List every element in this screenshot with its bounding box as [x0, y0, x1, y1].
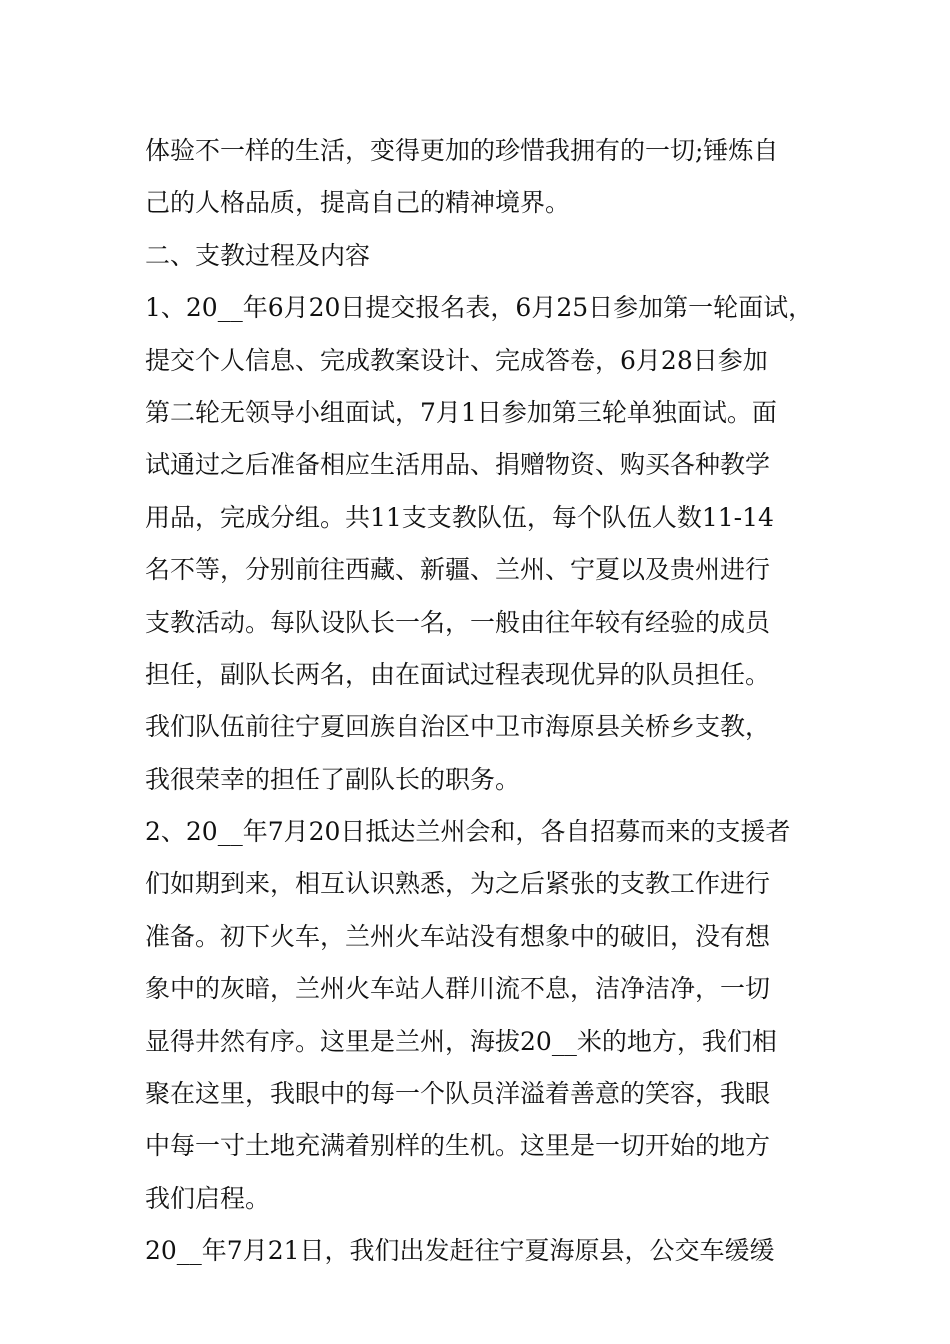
- text-line: 1、20__年6月20日提交报名表，6月25日参加第一轮面试，: [145, 293, 814, 323]
- text-line: 用品，完成分组。共11支支教队伍，每个队伍人数11-14: [145, 502, 774, 532]
- text-line: 中每一寸土地充满着别样的生机。这里是一切开始的地方: [145, 1131, 771, 1161]
- text-line: 象中的灰暗，兰州火车站人群川流不息，洁净洁净，一切: [145, 974, 771, 1004]
- text-line: 支教活动。每队设队长一名，一般由往年较有经验的成员: [145, 607, 771, 637]
- text-line: 我们启程。: [145, 1183, 271, 1213]
- text-line: 准备。初下火车，兰州火车站没有想象中的破旧，没有想: [145, 921, 771, 951]
- text-line: 己的人格品质，提高自己的精神境界。: [145, 188, 571, 218]
- text-line: 体验不一样的生活，变得更加的珍惜我拥有的一切;锤炼自: [145, 136, 779, 165]
- document-body: [145, 129, 815, 1282]
- text-line: 我们队伍前往宁夏回族自治区中卫市海原县关桥乡支教，: [145, 712, 771, 742]
- text-line: 担任，副队长两名，由在面试过程表现优异的队员担任。: [145, 659, 771, 689]
- section-heading: 二、支教过程及内容: [145, 240, 371, 270]
- text-line: 提交个人信息、完成教案设计、完成答卷，6月28日参加: [145, 345, 768, 375]
- text-line: 名不等，分别前往西藏、新疆、兰州、宁夏以及贵州进行: [145, 555, 771, 585]
- text-line: 聚在这里，我眼中的每一个队员洋溢着善意的笑容，我眼: [145, 1079, 771, 1109]
- text-line: 们如期到来，相互认识熟悉，为之后紧张的支教工作进行: [145, 869, 771, 899]
- text-line: 2、20__年7月20日抵达兰州会和，各自招募而来的支援者: [145, 817, 791, 847]
- text-line: 第二轮无领导小组面试，7月1日参加第三轮单独面试。面: [145, 397, 777, 427]
- text-line: 20__年7月21日，我们出发赶往宁夏海原县，公交车缓缓: [145, 1236, 775, 1266]
- text-line: 试通过之后准备相应生活用品、捐赠物资、购买各种教学: [145, 450, 771, 480]
- text-line: 显得井然有序。这里是兰州，海拔20__米的地方，我们相: [145, 1026, 777, 1056]
- text-line: 我很荣幸的担任了副队长的职务。: [145, 764, 521, 794]
